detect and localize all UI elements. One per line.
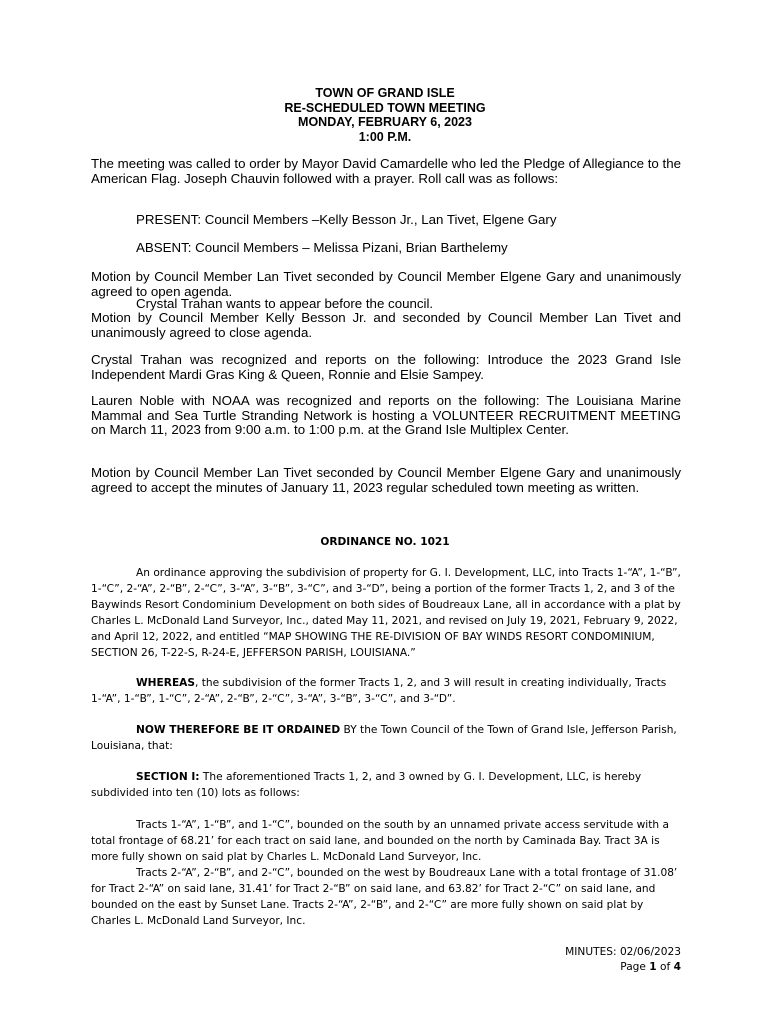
tracts-section	[91, 817, 681, 929]
footer-minutes-date: MINUTES: 02/06/2023	[565, 946, 681, 958]
page-of: of	[656, 961, 674, 973]
ordained-paragraph	[91, 722, 681, 754]
whereas-text: , the subdivision of the former Tracts 1, 2, and 3 will result in creating individually, Tracts 1-“A”, 1-“B”, 1-“C”, 2-“A”, 2-“B”, 2-“C”, 3-“A”, 3-“B”, 3-“C”, and 3-“D”.	[91, 677, 667, 705]
ordinance-paragraph-1: An ordinance approving the subdivision of property for G. I. Development, LLC, into Tracts 1-“A”, 1-“B”, 1-“C”, 2-“A”, 2-“B”, 2-“C”, 3-“A”, 3-“B”, 3-“C”, and 3-“D”, being a portion of the former Tracts 1, 2, and 3 of the Baywinds Resort Condominium Development on both sides of Boudreaux Lane, all in accordance with a plat by Charles L. McDonald Land Surveyor, Inc., dated May 11, 2021, and revised on July 19, 2021, February 9, 2022, and April 12, 2022, and entitled “MAP SHOWING THE RE-DIVISION OF BAY WINDS RESORT CONDOMINIUM, SECTION 26, T-22-S, R-24-E, JEFFERSON PARISH, LOUISIANA.”	[91, 567, 681, 659]
page-prefix: Page	[620, 961, 650, 973]
header-town: TOWN OF GRAND ISLE	[315, 86, 455, 100]
tracts-2-paragraph: Tracts 2-“A”, 2-“B”, and 2-“C”, bounded on the west by Boudreaux Lane with a total frontage of 31.08’ for Tract 2-“A” on said lane, 31.41’ for Tract 2-“B” on said lane, and 63.82’ for Tract 2-“C” on said lane, and bounded on the east by Sunset Lane. Tracts 2-“A”, 2-“B”, and 2-“C” are more fully shown on said plat by Charles L. McDonald Land Surveyor, Inc.	[91, 867, 678, 927]
present-line: PRESENT: Council Members –Kelly Besson Jr., Lan Tivet, Elgene Gary	[136, 212, 557, 227]
appear-line: Crystal Trahan wants to appear before the council.	[136, 296, 434, 311]
whereas-label: WHEREAS	[136, 677, 196, 689]
ordained-label: NOW THEREFORE BE IT ORDAINED	[136, 724, 341, 736]
minutes-motion: Motion by Council Member Lan Tivet seconded by Council Member Elgene Gary and unanimously agreed to accept the minutes of January 11, 2023 regular scheduled town meeting as written.	[91, 465, 681, 495]
header-date: MONDAY, FEBRUARY 6, 2023	[298, 115, 472, 129]
ordained-text: BY the Town Council of the Town of Grand Isle, Jefferson Parish, Louisiana, that:	[91, 724, 677, 752]
meeting-header	[0, 86, 770, 144]
ordinance-body	[91, 565, 681, 661]
page-footer	[565, 945, 681, 975]
header-meeting-type: RE-SCHEDULED TOWN MEETING	[284, 100, 486, 115]
page-current: 1	[649, 961, 657, 973]
motion-open-agenda: Motion by Council Member Lan Tivet seconded by Council Member Elgene Gary and unanimously agreed to open agenda.	[91, 269, 681, 299]
ordinance-title: ORDINANCE NO. 1021	[320, 536, 450, 548]
header-time: 1:00 P.M.	[358, 129, 412, 144]
intro-paragraph: The meeting was called to order by Mayor David Camardelle who led the Pledge of Allegiance to the American Flag. Joseph Chauvin followed with a prayer. Roll call was as follows:	[91, 156, 681, 186]
absent-line: ABSENT: Council Members – Melissa Pizani, Brian Barthelemy	[136, 240, 508, 255]
whereas-paragraph	[91, 675, 681, 707]
section-one-paragraph	[91, 769, 681, 801]
section-one-text: The aforementioned Tracts 1, 2, and 3 owned by G. I. Development, LLC, is hereby subdivided into ten (10) lots as follows:	[91, 771, 642, 799]
crystal-report: Crystal Trahan was recognized and reports on the following: Introduce the 2023 Grand Isle Independent Mardi Gras King & Queen, Ronnie and Elsie Sampey.	[91, 352, 681, 382]
section-one-label: SECTION I:	[136, 771, 200, 783]
motion-close-agenda: Motion by Council Member Kelly Besson Jr. and seconded by Council Member Lan Tivet and unanimously agreed to close agenda.	[91, 310, 681, 340]
page-total: 4	[673, 961, 681, 973]
tracts-1-paragraph: Tracts 1-“A”, 1-“B”, and 1-“C”, bounded on the south by an unnamed private access servitude with a total frontage of 68.21’ for each tract on said lane, and bounded on the north by Caminada Bay. Tract 3A is more fully shown on said plat by Charles L. McDonald Land Surveyor, Inc.	[91, 819, 669, 863]
lauren-report: Lauren Noble with NOAA was recognized and reports on the following: The Louisiana Marine Mammal and Sea Turtle Stranding Network is hosting a VOLUNTEER RECRUITMENT MEETING on March 11, 2023 from 9:00 a.m. to 1:00 p.m. at the Grand Isle Multiplex Center.	[91, 393, 681, 438]
footer-page-number	[565, 960, 681, 975]
